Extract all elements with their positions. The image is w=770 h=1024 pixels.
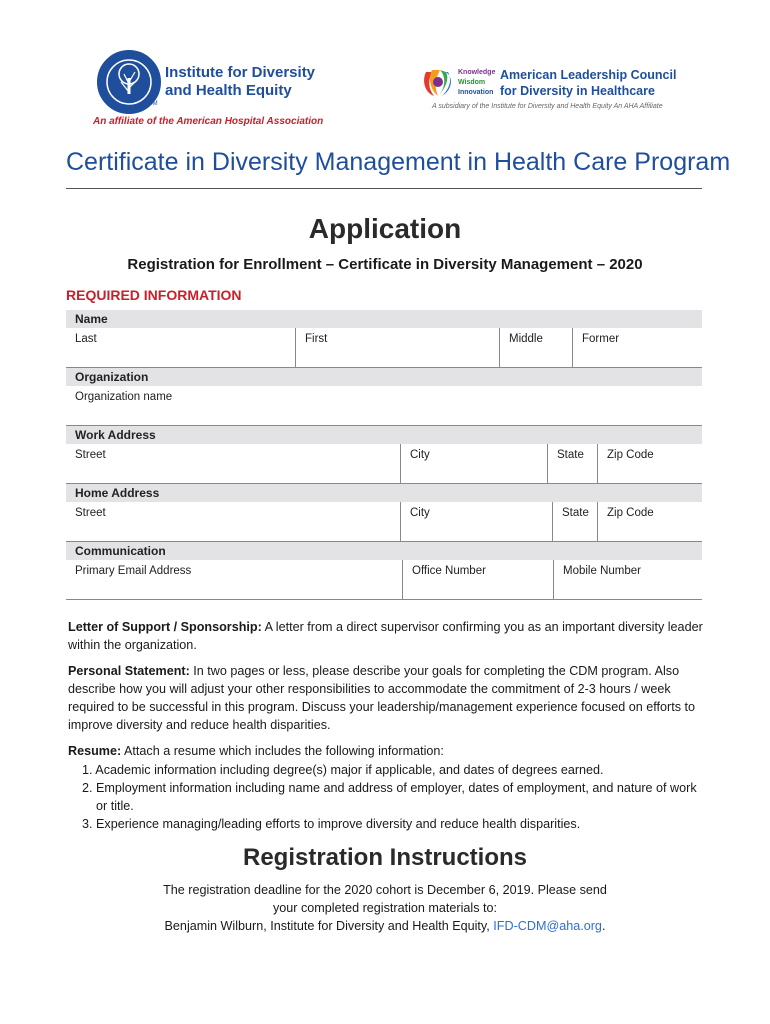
home-state-label: State bbox=[562, 507, 589, 519]
alc-word-knowledge: Knowledge bbox=[458, 69, 496, 76]
office-number-field[interactable] bbox=[403, 560, 554, 599]
name-section-header bbox=[66, 310, 702, 328]
middle-name-field[interactable] bbox=[500, 328, 573, 367]
resume-item-2: 2. Employment information including name and address of employer, dates of employment, and nature of work or title. bbox=[82, 781, 697, 813]
office-number-label: Office Number bbox=[412, 565, 486, 577]
home-zip-label: Zip Code bbox=[607, 507, 654, 519]
home-street-field[interactable] bbox=[66, 502, 401, 541]
work-city-field[interactable] bbox=[401, 444, 548, 483]
primary-email-label: Primary Email Address bbox=[75, 565, 192, 577]
home-address-heading: Home Address bbox=[75, 486, 160, 500]
work-city-label: City bbox=[410, 449, 430, 461]
document-title: Certificate in Diversity Management in Health Care Program bbox=[66, 148, 731, 176]
registration-deadline-text bbox=[0, 881, 770, 935]
primary-email-field[interactable] bbox=[66, 560, 403, 599]
home-city-field[interactable] bbox=[401, 502, 553, 541]
deadline-line-1: The registration deadline for the 2020 cohort is December 6, 2019. Please send bbox=[163, 883, 607, 897]
alc-org-name bbox=[500, 67, 676, 99]
mobile-number-field[interactable] bbox=[554, 560, 702, 599]
former-name-label: Former bbox=[582, 333, 620, 345]
work-address-heading: Work Address bbox=[75, 428, 156, 442]
registration-subtitle: Registration for Enrollment – Certificate in Diversity Management – 2020 bbox=[127, 256, 643, 273]
letter-of-support-paragraph bbox=[68, 618, 708, 654]
last-name-label: Last bbox=[75, 333, 97, 345]
work-address-section-header bbox=[66, 426, 702, 444]
home-state-field[interactable] bbox=[553, 502, 598, 541]
ifdhe-name-line1: Institute for Diversity bbox=[165, 64, 316, 81]
home-street-label: Street bbox=[75, 507, 106, 519]
resume-item-3: 3. Experience managing/leading efforts to improve diversity and reduce health disparities. bbox=[82, 817, 581, 831]
name-field-row bbox=[66, 328, 702, 368]
resume-text: Attach a resume which includes the following information: bbox=[121, 744, 444, 758]
home-city-label: City bbox=[410, 507, 430, 519]
ifdhe-name-line2: and Health Equity bbox=[165, 82, 292, 99]
personal-statement-paragraph bbox=[68, 662, 708, 734]
work-state-label: State bbox=[557, 449, 584, 461]
email-link[interactable]: IFD-CDM@aha.org bbox=[493, 919, 602, 933]
personal-statement-label: Personal Statement: bbox=[68, 664, 190, 678]
organization-name-field[interactable] bbox=[66, 386, 702, 425]
registration-instructions-heading: Registration Instructions bbox=[242, 844, 528, 871]
home-address-section-header bbox=[66, 484, 702, 502]
ifdhe-org-name bbox=[165, 64, 315, 100]
application-heading: Application bbox=[308, 213, 462, 244]
required-information-label: REQUIRED INFORMATION bbox=[66, 287, 242, 303]
deadline-line-3 bbox=[0, 917, 770, 935]
organization-heading: Organization bbox=[75, 370, 149, 384]
affiliate-text: An affiliate of the American Hospital Association bbox=[93, 116, 324, 127]
resume-requirements-list bbox=[82, 761, 702, 833]
first-name-field[interactable] bbox=[296, 328, 500, 367]
organization-name-label: Organization name bbox=[75, 391, 173, 403]
former-name-field[interactable] bbox=[573, 328, 702, 367]
recipient-period: . bbox=[601, 919, 606, 933]
communication-heading: Communication bbox=[75, 544, 166, 558]
organization-section-header bbox=[66, 368, 702, 386]
resume-label: Resume: bbox=[68, 744, 122, 758]
work-address-field-row bbox=[66, 444, 702, 484]
mobile-number-label: Mobile Number bbox=[563, 565, 641, 577]
organization-field-row bbox=[66, 386, 702, 426]
subsidiary-note: A subsidiary of the Institute for Diversity and Health Equity An AHA Affiliate bbox=[432, 103, 663, 110]
alc-tagline-words bbox=[458, 68, 495, 98]
work-street-label: Street bbox=[75, 449, 106, 461]
resume-paragraph bbox=[68, 742, 708, 760]
work-street-field[interactable] bbox=[66, 444, 401, 483]
personal-statement-text: In two pages or less, please describe your goals for completing the CDM program. Also describe how you will adjust your other responsibilities to accommodate the commitment of 2-3 hours / week required to be successful in this program. Discuss your leadership/management experience focused on efforts to improve diversity and reduce health disparities. bbox=[68, 664, 695, 732]
work-state-field[interactable] bbox=[548, 444, 598, 483]
work-zip-field[interactable] bbox=[598, 444, 702, 483]
communication-section-header bbox=[66, 542, 702, 560]
middle-name-label: Middle bbox=[509, 333, 543, 345]
alc-colorful-logo bbox=[420, 66, 456, 100]
home-zip-field[interactable] bbox=[598, 502, 702, 541]
alc-name-line1: American Leadership Council bbox=[500, 68, 677, 82]
alc-name-line2: for Diversity in Healthcare bbox=[500, 84, 655, 98]
deadline-line-2: your completed registration materials to: bbox=[273, 901, 497, 915]
work-zip-label: Zip Code bbox=[607, 449, 654, 461]
recipient-text: Benjamin Wilburn, Institute for Diversity and Health Equity, bbox=[164, 919, 494, 933]
last-name-field[interactable] bbox=[66, 328, 296, 367]
home-address-field-row bbox=[66, 502, 702, 542]
alc-word-innovation: Innovation bbox=[458, 89, 494, 96]
first-name-label: First bbox=[305, 333, 328, 345]
trademark-mark: TM bbox=[149, 101, 158, 107]
alc-word-wisdom: Wisdom bbox=[458, 79, 486, 86]
title-divider bbox=[66, 188, 702, 189]
letter-of-support-text: A letter from a direct supervisor confirming you as an important diversity leader within the organization. bbox=[68, 620, 703, 652]
resume-item-1: 1. Academic information including degree(s) major if applicable, and dates of degrees earned. bbox=[82, 763, 604, 777]
letter-of-support-label: Letter of Support / Sponsorship: bbox=[68, 620, 262, 634]
name-heading: Name bbox=[75, 312, 108, 326]
communication-field-row bbox=[66, 560, 702, 600]
